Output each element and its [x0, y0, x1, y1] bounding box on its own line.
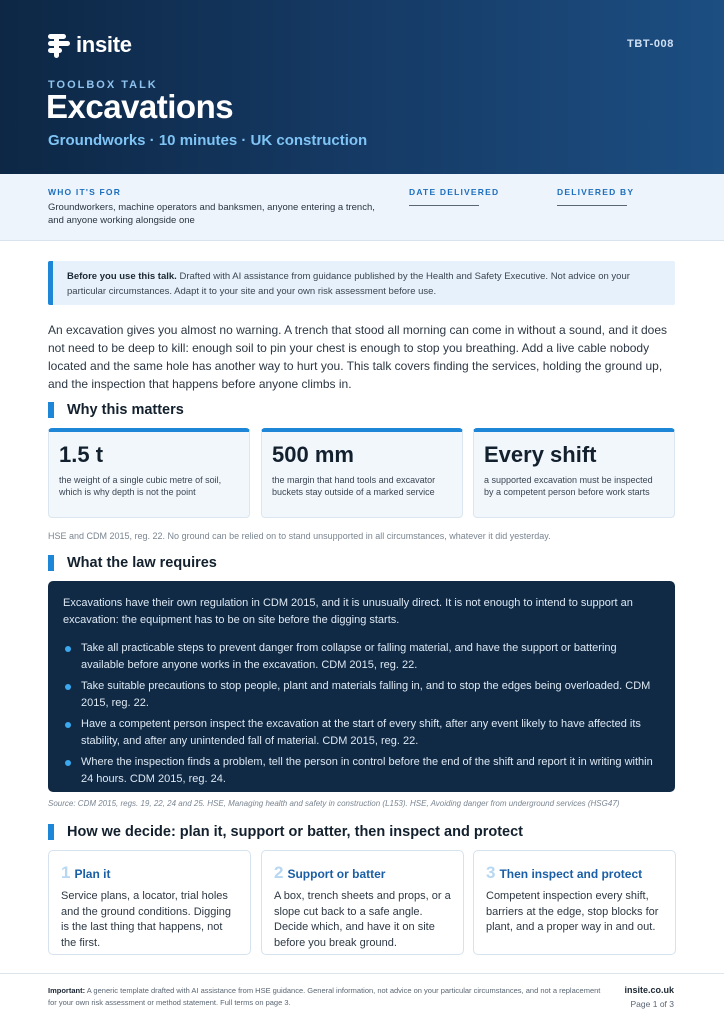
- footer-bold: Important:: [48, 986, 86, 995]
- disclaimer-notice: [48, 261, 675, 305]
- footer-site-link[interactable]: insite.co.uk: [624, 985, 674, 995]
- law-intro: Excavations have their own regulation in CDM 2015, and it is unusually direct. It is not enough to intend to support an excavation: the equipment has to be on site before the digging starts.: [63, 597, 633, 626]
- step-card: [261, 850, 464, 955]
- footer-divider: [0, 973, 724, 974]
- stat-value: Every shift: [484, 442, 597, 467]
- date-label: DATE DELIVERED: [409, 187, 500, 197]
- step-header: [274, 863, 451, 883]
- insite-logo-icon: [48, 32, 70, 58]
- kicker-label: TOOLBOX TALK: [48, 79, 158, 91]
- step-text: Service plans, a locator, trial holes and the ground conditions. Digging is the last thing that happens, not the first.: [61, 890, 232, 949]
- section-heading-law: [48, 555, 217, 571]
- bullet-icon: [65, 684, 71, 690]
- who-label: WHO IT'S FOR: [48, 187, 122, 197]
- why-note: HSE and CDM 2015, reg. 22. No ground can be relied on to stand unsupported in all circumstances, whatever it did yesterday.: [48, 531, 551, 541]
- stat-description: the weight of a single cubic metre of soil, which is why depth is not the point: [59, 475, 222, 497]
- heading-text: Why this matters: [67, 402, 184, 418]
- page-number: Page 1 of 3: [630, 999, 674, 1009]
- section-heading-why: [48, 402, 184, 418]
- list-item: [63, 754, 660, 788]
- law-list: [63, 640, 660, 788]
- footer-text: A generic template drafted with AI assistance from HSE guidance. General information, not advice on your particular circumstances, and not a replacement for your own risk assessment or method statement. Full terms on page 3.: [48, 986, 601, 1007]
- intro-paragraph: An excavation gives you almost no warning. A trench that stood all morning can come in without a sound, and it does not need to be deep to kill: enough soil to pin your chest is enough to stop you breathing. Add a live cable nobody located and the same hole has another way to hurt you. This talk covers finding the services, holding the ground up, and the inspection that happens before anyone climbs in.: [48, 323, 668, 391]
- delivered-by-field[interactable]: [557, 205, 627, 206]
- step-header: [61, 863, 238, 883]
- document-code: TBT-008: [627, 38, 674, 50]
- step-text: A box, trench sheets and props, or a slope cut back to a safe angle. Decide which, and have it on site before you break ground.: [274, 890, 451, 949]
- list-item: [63, 640, 660, 674]
- step-title: Support or batter: [287, 867, 386, 881]
- page-title: Excavations: [46, 88, 234, 125]
- heading-accent-bar: [48, 402, 54, 418]
- stat-card: [473, 428, 675, 518]
- heading-text: How we decide: plan it, support or batter, then inspect and protect: [67, 824, 523, 840]
- law-box: [48, 581, 675, 792]
- brand-logo[interactable]: [48, 32, 132, 58]
- page-subtitle: Groundworks · 10 minutes · UK construction: [48, 132, 368, 149]
- step-card: [473, 850, 676, 955]
- heading-accent-bar: [48, 555, 54, 571]
- step-number: 2: [274, 863, 284, 882]
- heading-text: What the law requires: [67, 555, 217, 571]
- footer-disclaimer: [48, 985, 608, 1008]
- heading-accent-bar: [48, 824, 54, 840]
- list-item: [63, 678, 660, 712]
- date-field[interactable]: [409, 205, 479, 206]
- step-number: 1: [61, 863, 71, 882]
- step-card: [48, 850, 251, 955]
- stat-card: [48, 428, 250, 518]
- list-item-text: Take suitable precautions to stop people, plant and materials falling in, and to stop the edges being overloaded. CDM 2015, reg. 22.: [81, 680, 651, 709]
- bullet-icon: [65, 722, 71, 728]
- notice-bold: Before you use this talk.: [67, 271, 177, 282]
- stat-description: a supported excavation must be inspected by a competent person before work starts: [484, 475, 653, 497]
- stat-description: the margin that hand tools and excavator buckets stay outside of a marked service: [272, 475, 436, 497]
- logo-text: insite: [76, 32, 132, 57]
- list-item-text: Where the inspection finds a problem, tell the person in control before the end of the shift and report it in writing within 24 hours. CDM 2015, reg. 24.: [81, 756, 653, 785]
- step-header: [486, 863, 663, 883]
- notice-text: Drafted with AI assistance from guidance published by the Health and Safety Executive. Not advice on your particular circumstances. Adapt it to your site and your own risk assessment before use.: [67, 271, 630, 297]
- delivered-by-label: DELIVERED BY: [557, 187, 635, 197]
- stat-value: 1.5 t: [59, 442, 104, 467]
- source-citation: Source: CDM 2015, regs. 19, 22, 24 and 25. HSE, Managing health and safety in construction (L153). HSE, Avoiding danger from underground services (HSG47): [48, 799, 620, 808]
- step-number: 3: [486, 863, 496, 882]
- list-item-text: Have a competent person inspect the excavation at the start of every shift, after any event likely to have affected its stability, and after any unintended fall of material. CDM 2015, reg. 22.: [81, 718, 641, 747]
- step-text: Competent inspection every shift, barriers at the edge, stop blocks for plant, and a proper way in and out.: [486, 890, 659, 933]
- page-header: [0, 0, 724, 174]
- bullet-icon: [65, 760, 71, 766]
- list-item: [63, 716, 660, 750]
- step-title: Then inspect and protect: [499, 867, 643, 881]
- bullet-icon: [65, 646, 71, 652]
- who-value: Groundworkers, machine operators and banksmen, anyone entering a trench, and anyone working alongside one: [48, 202, 375, 226]
- step-title: Plan it: [74, 867, 111, 881]
- section-heading-decide: [48, 824, 523, 840]
- stat-value: 500 mm: [272, 442, 354, 467]
- meta-band: [0, 174, 724, 241]
- list-item-text: Take all practicable steps to prevent danger from collapse or falling material, and have the support or battering available before anyone works in the excavation. CDM 2015, reg. 22.: [81, 642, 617, 671]
- stat-card: [261, 428, 463, 518]
